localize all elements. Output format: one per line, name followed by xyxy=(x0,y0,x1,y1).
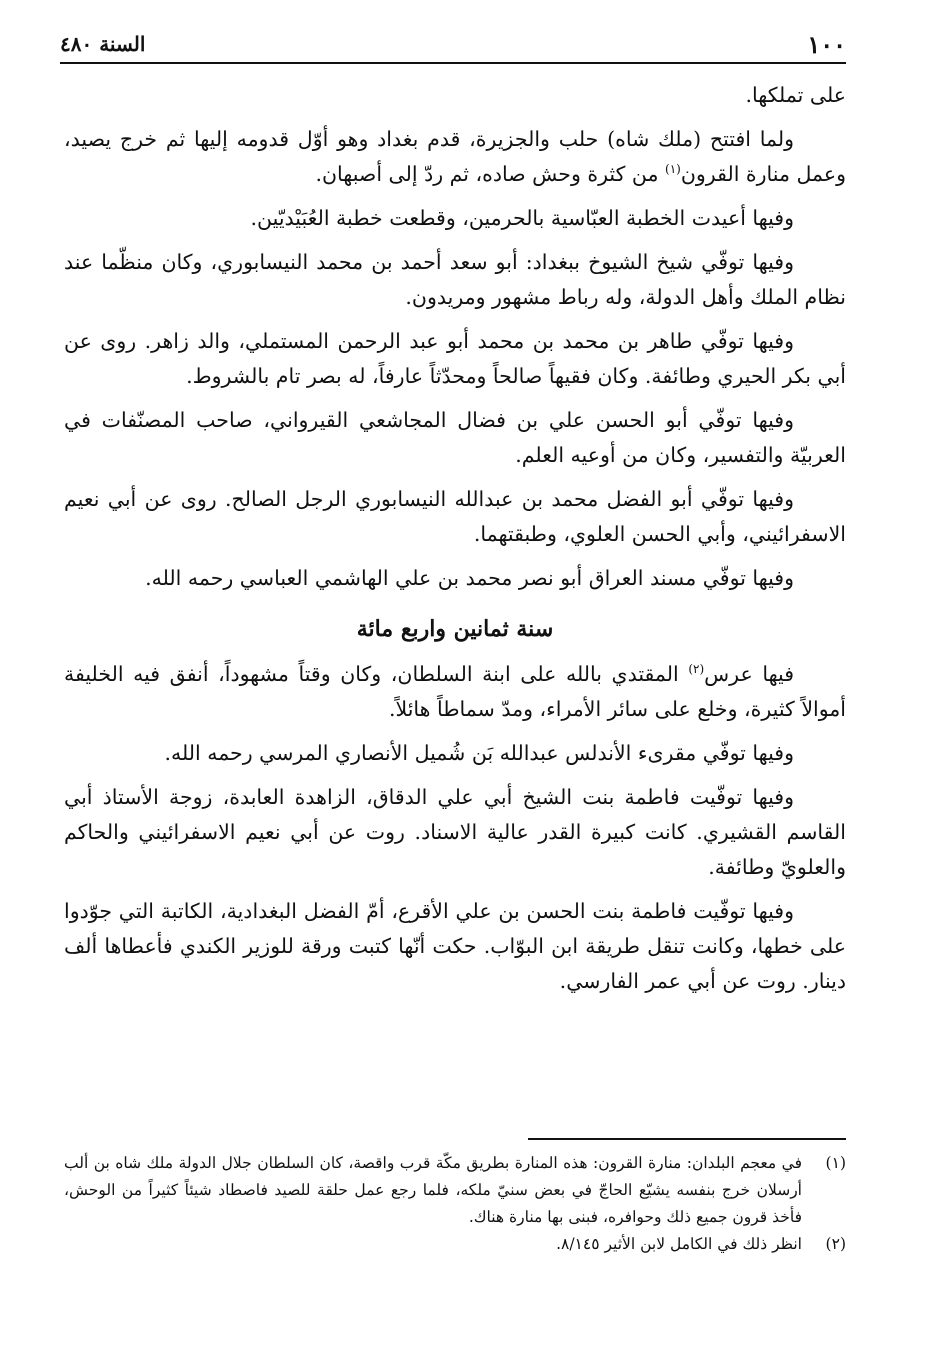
paragraph: وفيها توفّي مقرىء الأندلس عبدالله بَن شُميل الأنصاري المرسي رحمه الله. xyxy=(164,741,794,765)
paragraph xyxy=(64,122,846,192)
footnote-number: (٢) xyxy=(825,1235,846,1253)
paragraph-text: من كثرة وحش صاده، ثم ردّ إلى أصبهان. xyxy=(315,162,659,186)
main-text xyxy=(64,78,846,1008)
paragraph: على تملكها. xyxy=(745,83,846,107)
footnote-number: (١) xyxy=(825,1154,846,1172)
paragraph: وفيها توفّي مسند العراق أبو نصر محمد بن علي الهاشمي العباسي رحمه الله. xyxy=(145,566,794,590)
footnotes xyxy=(64,1150,846,1258)
paragraph: وفيها توفّي شيخ الشيوخ ببغداد: أبو سعد أحمد بن محمد النيسابوري، وكان منظّما عند نظام الملك وأهل الدولة، وله رباط مشهور ومريدون. xyxy=(64,250,846,309)
page-number: ١٠٠ xyxy=(807,30,846,59)
footnote xyxy=(64,1150,846,1231)
footnote-text: في معجم البلدان: منارة القرون: هذه المنارة بطريق مكّة قرب واقصة، كان السلطان جلال الدولة ملك شاه بن ألب أرسلان خرج بنفسه يشيّع الحاجّ في بعض سنيّ ملكه، فلما رجع عمل حلقة للصيد فاصطاد شيئاً كثيراً من الوحش، فأخذ قرون جميع ذلك وحوافره، فبنى بها منارة هناك. xyxy=(64,1154,802,1226)
footnote-ref[interactable]: (١) xyxy=(665,162,681,177)
paragraph: وفيها أعيدت الخطبة العبّاسية بالحرمين، وقطعت خطبة العُبَيْديّين. xyxy=(250,206,794,230)
paragraph: وفيها توفّيت فاطمة بنت الشيخ أبي علي الدقاق، الزاهدة العابدة، زوجة الأستاذ أبي القاسم القشيري. كانت كبيرة القدر عالية الاسناد. روت عن أبي نعيم الاسفرائيني والحاكم والعلويّ وطائفة. xyxy=(64,785,846,879)
section-heading: سنة ثمانين واربع مائة xyxy=(356,616,554,642)
paragraph: وفيها توفّي طاهر بن محمد بن محمد أبو عبد الرحمن المستملي، والد زاهر. روى عن أبي بكر الحيري وطائفة. وكان فقيهاً صالحاً ومحدّثاً عارفاً، له بصر تام بالشروط. xyxy=(64,329,846,388)
footnote-ref[interactable]: (٢) xyxy=(688,662,705,677)
paragraph xyxy=(64,657,846,727)
footnote xyxy=(64,1231,846,1258)
paragraph-text: ولما افتتح (ملك شاه) حلب والجزيرة، قدم بغداد وهو أوّل قدومه إليها ثم خرج يصيد، وعمل منارة القرون xyxy=(64,127,846,186)
year-label: السنة ٤٨٠ xyxy=(60,32,146,56)
paragraph: وفيها توفّي أبو الحسن علي بن فضال المجاشعي القيرواني، صاحب المصنّفات في العربيّة والتفسير، وكان من أوعيه العلم. xyxy=(64,408,846,467)
footnote-text: انظر ذلك في الكامل لابن الأثير ٨/١٤٥. xyxy=(556,1235,802,1253)
paragraph: وفيها توفّي أبو الفضل محمد بن عبدالله النيسابوري الرجل الصالح. روى عن أبي نعيم الاسفرائيني، وأبي الحسن العلوي، وطبقتهما. xyxy=(64,487,846,546)
paragraph-text: فيها عرس xyxy=(704,662,795,686)
paragraph: وفيها توفّيت فاطمة بنت الحسن بن علي الأقرع، أمّ الفضل البغدادية، الكاتبة التي جوّدوا على خطها، وكانت تنقل طريقة ابن البوّاب. حكت أنّها كتبت ورقة للوزير الكندي فأعطاها ألف دينار. روت عن أبي عمر الفارسي. xyxy=(64,899,846,993)
paragraph-text: المقتدي بالله على ابنة السلطان، وكان وقتاً مشهوداً، أنفق فيه الخليفة أموالاً كثيرة، وخلع على سائر الأمراء، ومدّ سماطاً هائلاً. xyxy=(64,662,846,721)
footnote-divider xyxy=(528,1138,846,1140)
running-header xyxy=(60,22,846,64)
